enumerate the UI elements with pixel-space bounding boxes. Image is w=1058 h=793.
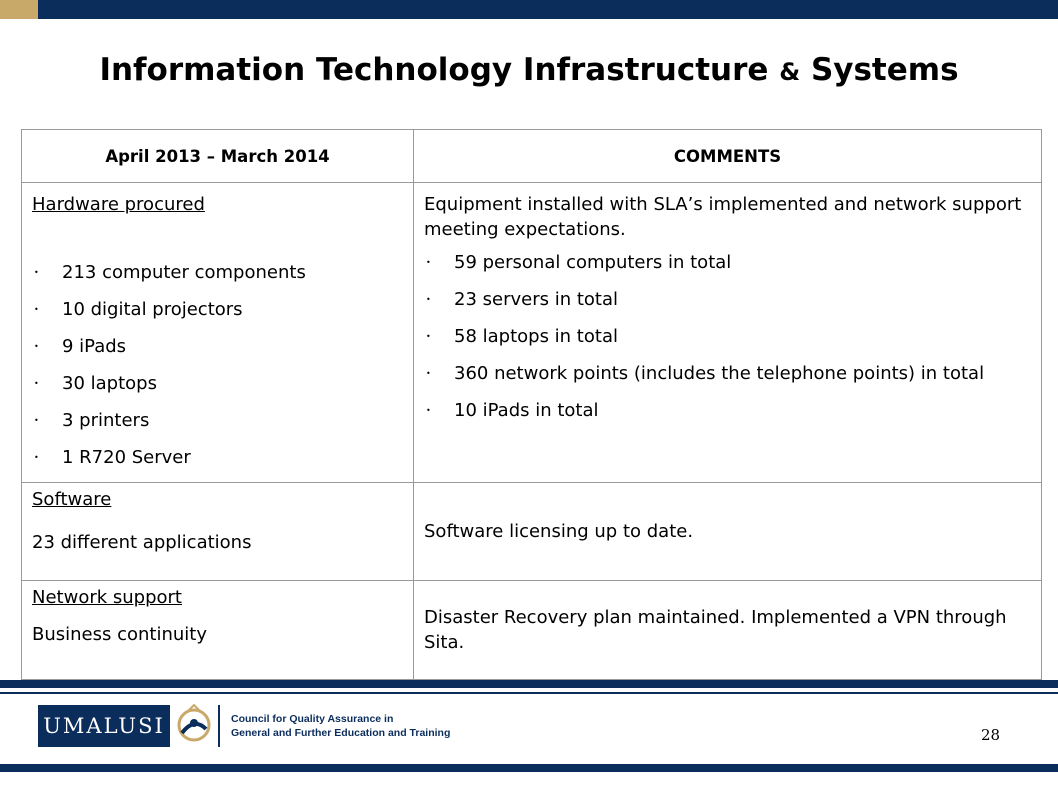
table-row bbox=[22, 483, 1042, 581]
list-item: • 213 computer components bbox=[32, 260, 403, 285]
logo-divider bbox=[218, 705, 220, 747]
footer-rule-thick bbox=[0, 680, 1058, 688]
infrastructure-table bbox=[21, 129, 1042, 680]
bottom-bar bbox=[0, 764, 1058, 772]
list-item: • 3 printers bbox=[32, 408, 403, 433]
council-line-1: Council for Quality Assurance in bbox=[231, 713, 394, 725]
software-detail: 23 different applications bbox=[32, 532, 252, 553]
title-amp: & bbox=[779, 58, 801, 86]
software-cell bbox=[22, 483, 414, 581]
emblem-icon bbox=[174, 703, 214, 747]
footer-rule-thin bbox=[0, 692, 1058, 694]
top-accent bbox=[0, 0, 38, 19]
top-bar bbox=[0, 0, 1058, 19]
network-comment: Disaster Recovery plan maintained. Implemented a VPN through Sita. bbox=[414, 581, 1042, 680]
network-cell bbox=[22, 581, 414, 680]
list-item: • 360 network points (includes the telephone points) in total bbox=[424, 361, 1031, 386]
network-heading: Network support bbox=[32, 587, 182, 608]
network-detail: Business continuity bbox=[32, 624, 207, 645]
table-row bbox=[22, 581, 1042, 680]
software-comment: Software licensing up to date. bbox=[414, 483, 1042, 581]
title-main: Information Technology Infrastructure bbox=[99, 52, 780, 88]
software-heading: Software bbox=[32, 489, 112, 510]
list-item: • 59 personal computers in total bbox=[424, 250, 1031, 275]
hardware-heading: Hardware procured bbox=[32, 194, 205, 215]
logo-text: UMALUSI bbox=[43, 714, 165, 738]
header-comments: COMMENTS bbox=[414, 130, 1042, 183]
umalusi-logo bbox=[38, 705, 170, 747]
list-item: • 9 iPads bbox=[32, 334, 403, 359]
list-item: • 58 laptops in total bbox=[424, 324, 1031, 349]
list-item: • 1 R720 Server bbox=[32, 445, 403, 470]
list-item: • 10 digital projectors bbox=[32, 297, 403, 322]
list-item: • 30 laptops bbox=[32, 371, 403, 396]
hardware-comment: Equipment installed with SLA’s implemented and network support meeting expectations. bbox=[424, 194, 1022, 240]
page-number: 28 bbox=[981, 726, 1001, 744]
hardware-totals-list bbox=[424, 250, 1031, 423]
hardware-cell bbox=[22, 183, 414, 483]
table-row bbox=[22, 183, 1042, 483]
list-item: • 23 servers in total bbox=[424, 287, 1031, 312]
table-header-row bbox=[22, 130, 1042, 183]
page-title bbox=[0, 52, 1058, 88]
council-text bbox=[231, 712, 450, 740]
list-item: • 10 iPads in total bbox=[424, 398, 1031, 423]
hardware-comments-cell bbox=[414, 183, 1042, 483]
header-period: April 2013 – March 2014 bbox=[22, 130, 414, 183]
council-line-2: General and Further Education and Training bbox=[231, 727, 451, 739]
title-tail: Systems bbox=[800, 52, 959, 88]
hardware-list bbox=[32, 260, 403, 470]
